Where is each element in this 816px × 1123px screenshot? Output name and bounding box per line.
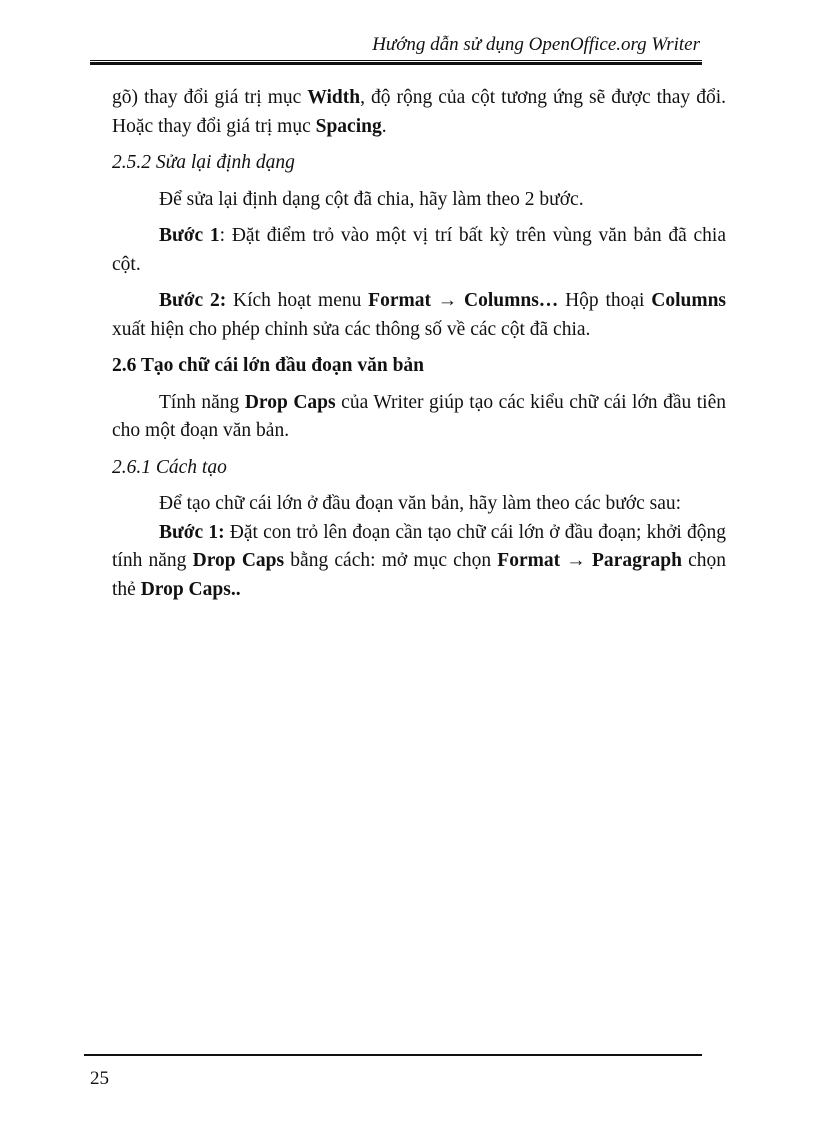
text-run: bằng cách: mở mục chọn: [284, 550, 498, 571]
paragraph-width-spacing: [112, 84, 726, 141]
header-rule: [90, 60, 702, 65]
text-run: xuất hiện cho phép chỉnh sửa các thông số về các cột đã chia.: [112, 318, 591, 340]
text-run: , độ rộng của cột tương ứng sẽ được thay đổi. Hoặc thay đổi giá trị mục: [112, 87, 726, 137]
menu-path: Format →: [497, 550, 586, 571]
running-header: Hướng dẫn sử dụng OpenOffice.org Writer: [372, 34, 700, 55]
text-run: Đặt con trỏ lên đoạn cần tạo chữ cái lớn ở đầu đoạn; khởi động tính năng: [112, 521, 726, 571]
section-heading-2-5-2: 2.5.2 Sửa lại định dạng: [112, 152, 295, 173]
section-heading-2-6: 2.6 Tạo chữ cái lớn đầu đoạn văn bản: [112, 355, 425, 376]
text-run: Hộp thoại: [558, 290, 652, 311]
menu-path: Format → Columns…: [368, 290, 559, 311]
step-label: Bước 2:: [159, 290, 227, 311]
paragraph-drop-caps-intro: [112, 389, 726, 446]
bold-term-columns: Columns: [651, 290, 727, 311]
step-label: Bước 1:: [159, 521, 225, 543]
text-run: gõ) thay đổi giá trị mục: [112, 87, 308, 108]
page-content: [112, 84, 726, 604]
text-run: Tính năng: [159, 391, 245, 413]
bold-term-width: Width: [307, 87, 361, 108]
bold-term-drop-caps: Drop Caps: [192, 550, 285, 571]
bold-term-spacing: Spacing: [315, 115, 382, 137]
step-label: Bước 1: [159, 225, 220, 246]
paragraph-create-step-1: [112, 519, 726, 605]
paragraph-edit-intro: Để sửa lại định dạng cột đã chia, hãy làm theo 2 bước.: [159, 188, 584, 210]
text-run: chọn thẻ: [112, 550, 727, 600]
page-number: 25: [90, 1068, 109, 1089]
footer-rule: [84, 1054, 702, 1056]
paragraph-step-2: [112, 287, 726, 344]
paragraph-step-1: [112, 222, 726, 279]
text-run: .: [381, 115, 387, 137]
menu-path: Paragraph: [592, 550, 682, 571]
bold-term-drop-caps-tab: Drop Caps..: [140, 578, 241, 600]
text-run: của Writer giúp tạo các kiểu chữ cái lớn đầu tiên cho một đoạn văn bản.: [112, 391, 727, 441]
section-heading-2-6-1: 2.6.1 Cách tạo: [112, 456, 227, 478]
paragraph-create-intro: Để tạo chữ cái lớn ở đầu đoạn văn bản, hãy làm theo các bước sau:: [159, 493, 682, 514]
bold-term-drop-caps: Drop Caps: [244, 391, 336, 413]
text-run: : Đặt điểm trỏ vào một vị trí bất kỳ trên vùng văn bản đã chia cột.: [112, 225, 726, 275]
text-run: Kích hoạt menu: [226, 290, 369, 311]
